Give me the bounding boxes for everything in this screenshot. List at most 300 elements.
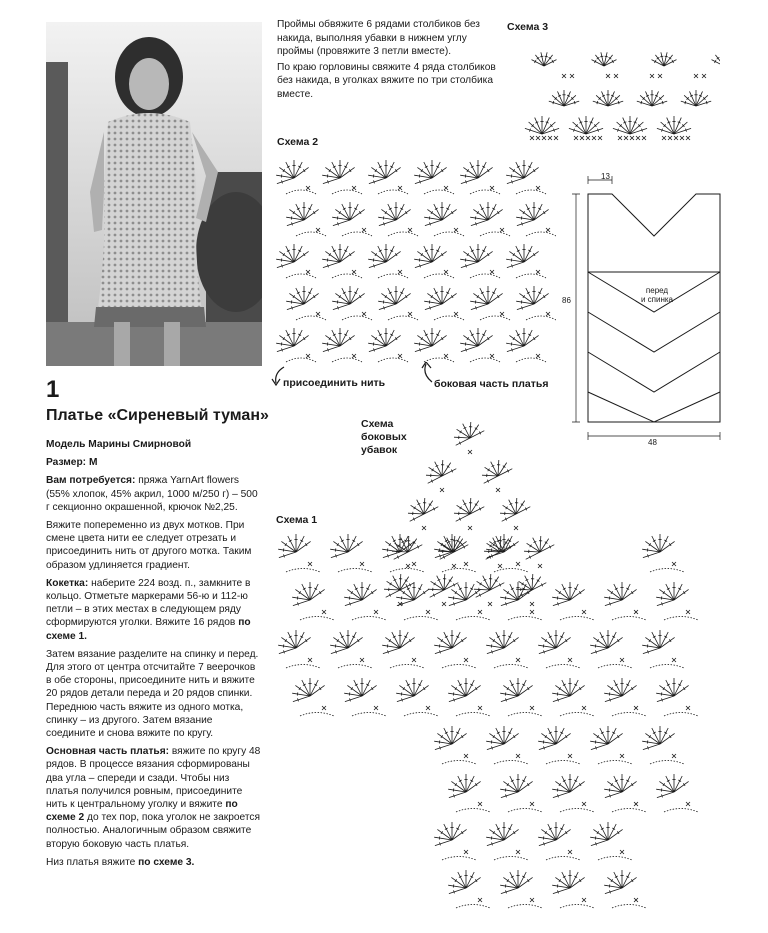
crochet-fan (500, 498, 530, 521)
crochet-fan (506, 160, 538, 184)
crochet-fan (322, 244, 354, 268)
chain-arc (516, 190, 546, 194)
chain-arc (342, 232, 372, 236)
single-crochet-mark (516, 658, 520, 662)
crochet-fan (276, 244, 308, 268)
chain-arc (378, 190, 408, 194)
single-crochet-mark (530, 136, 534, 140)
single-crochet-mark (308, 658, 312, 662)
single-crochet-mark (548, 136, 552, 140)
single-crochet-mark (680, 136, 684, 140)
crochet-fan (278, 630, 310, 654)
chain-arc (442, 569, 476, 573)
single-crochet-mark (398, 354, 402, 358)
crochet-fan (486, 630, 518, 654)
single-crochet-mark (374, 610, 378, 614)
single-crochet-mark (630, 136, 634, 140)
single-crochet-mark (306, 354, 310, 358)
crochet-fan (330, 534, 362, 558)
single-crochet-mark (694, 74, 698, 78)
size-line (46, 456, 262, 469)
single-crochet-mark (464, 754, 468, 758)
single-crochet-mark (316, 312, 320, 316)
single-crochet-mark (454, 228, 458, 232)
yoke-paragraph (46, 577, 262, 643)
size-label: Размер: (46, 457, 87, 469)
crochet-fan (642, 630, 674, 654)
chain-arc (546, 761, 580, 765)
pattern-label-1: перед (645, 286, 669, 295)
crochet-fan (604, 678, 636, 702)
crochet-fan (434, 726, 466, 750)
chain-arc (664, 809, 698, 813)
chain-arc (388, 316, 418, 320)
single-crochet-mark (536, 186, 540, 190)
crochet-fan (292, 678, 324, 702)
single-crochet-mark (562, 74, 566, 78)
main-label: Основная часть платья: (46, 746, 170, 758)
chain-arc (404, 617, 438, 621)
single-crochet-mark (444, 354, 448, 358)
crochet-fan (538, 822, 570, 846)
single-crochet-mark (672, 658, 676, 662)
single-crochet-mark (620, 850, 624, 854)
single-crochet-mark (546, 312, 550, 316)
chain-arc (508, 809, 542, 813)
single-crochet-mark (702, 74, 706, 78)
single-crochet-mark (586, 136, 590, 140)
crochet-fan (552, 582, 584, 606)
single-crochet-mark (672, 754, 676, 758)
scheme-3-label: Схема 3 (507, 21, 549, 33)
crochet-fan (652, 52, 677, 66)
chain-arc (546, 665, 580, 669)
crochet-fan (448, 678, 480, 702)
crochet-fan (613, 116, 647, 134)
chain-arc (664, 713, 698, 717)
single-crochet-mark (306, 270, 310, 274)
chain-arc (526, 232, 556, 236)
chain-arc (664, 617, 698, 621)
single-crochet-mark (642, 136, 646, 140)
chain-arc (470, 274, 500, 278)
crochet-fan (414, 244, 446, 268)
chain-arc (286, 358, 316, 362)
yoke-label: Кокетка: (46, 577, 89, 589)
chain-arc (650, 761, 684, 765)
single-crochet-mark (606, 74, 610, 78)
chain-arc (286, 274, 316, 278)
crochet-fan (292, 582, 324, 606)
single-crochet-mark (620, 658, 624, 662)
crochet-fan (332, 202, 364, 226)
dim-height-line (572, 194, 580, 422)
single-crochet-mark (568, 754, 572, 758)
side-dec-line-2: боковых (361, 431, 407, 443)
chain-arc (332, 358, 362, 362)
crochet-fan (368, 244, 400, 268)
yoke-text: наберите 224 возд. п., замкните в кольцо. Отметьте маркерами 56-ю и 112-ю петли – в этих местах в следующем ряду сформируются уголки. Вяжите 16 рядов (46, 577, 251, 629)
single-crochet-mark (636, 136, 640, 140)
chain-arc (424, 190, 454, 194)
single-crochet-mark (362, 228, 366, 232)
single-crochet-mark (634, 610, 638, 614)
side-part-arrow (420, 362, 438, 384)
chain-arc (296, 316, 326, 320)
single-crochet-mark (658, 74, 662, 78)
crochet-fan (552, 870, 584, 894)
single-crochet-mark (444, 186, 448, 190)
chain-arc (424, 274, 454, 278)
crochet-fan (344, 678, 376, 702)
single-crochet-mark (674, 136, 678, 140)
single-crochet-mark (440, 488, 444, 492)
crochet-fan (278, 534, 310, 558)
single-crochet-mark (306, 186, 310, 190)
chain-arc (560, 617, 594, 621)
chain-arc (332, 190, 362, 194)
crochet-fan (604, 582, 636, 606)
single-crochet-mark (634, 802, 638, 806)
crochet-fan (448, 774, 480, 798)
chain-arc (508, 713, 542, 717)
single-crochet-mark (374, 706, 378, 710)
model-title: Платье «Сиреневый туман» (46, 407, 269, 424)
alternate-paragraph: Вяжите попеременно из двух мотков. При смене цвета нити ее следует отрезать и присоединить нить от другого мотка. Таким образом удлиняется градиент. (46, 520, 252, 571)
crochet-fan (344, 582, 376, 606)
crochet-fan (454, 422, 484, 445)
single-crochet-mark (554, 136, 558, 140)
chain-arc (494, 665, 528, 669)
crochet-fan (396, 678, 428, 702)
crochet-fan (656, 582, 688, 606)
single-crochet-mark (500, 312, 504, 316)
single-crochet-mark (478, 898, 482, 902)
chain-arc (286, 569, 320, 573)
crochet-fan (424, 286, 456, 310)
chain-arc (650, 665, 684, 669)
crochet-fan (642, 726, 674, 750)
join-thread-arrow (270, 365, 290, 387)
side-dec-line-1: Схема (361, 418, 394, 430)
crochet-fan (590, 822, 622, 846)
crochet-fan (486, 726, 518, 750)
single-crochet-mark (672, 562, 676, 566)
model-photo-illustration (46, 22, 262, 366)
single-crochet-mark (322, 706, 326, 710)
bottom-ref: по схеме 3. (138, 856, 195, 868)
crochet-fan (637, 90, 667, 106)
chain-arc (352, 617, 386, 621)
single-crochet-mark (582, 898, 586, 902)
chain-arc (390, 569, 424, 573)
crochet-fan (322, 160, 354, 184)
dim-height: 86 (562, 296, 571, 305)
armholes-paragraph: Проймы обвяжите 6 рядами столбиков без накида, выполняя убавки в нижнем углу проймы (провяжите 3 петли вместе). (277, 19, 480, 58)
single-crochet-mark (536, 136, 540, 140)
single-crochet-mark (444, 270, 448, 274)
crochet-fan (460, 244, 492, 268)
crochet-fan (500, 678, 532, 702)
single-crochet-mark (516, 850, 520, 854)
scheme-2-label: Схема 2 (277, 136, 319, 148)
chain-arc (378, 274, 408, 278)
single-crochet-mark (490, 354, 494, 358)
single-crochet-mark (530, 802, 534, 806)
chain-arc (526, 316, 556, 320)
single-crochet-mark (408, 312, 412, 316)
crochet-fan (532, 52, 557, 66)
single-crochet-mark (582, 802, 586, 806)
single-crochet-mark (686, 136, 690, 140)
single-crochet-mark (360, 658, 364, 662)
chain-arc (456, 905, 490, 909)
crochet-fan (656, 678, 688, 702)
dim-top: 13 (601, 172, 610, 181)
crochet-fan (552, 774, 584, 798)
chain-arc (612, 905, 646, 909)
model-number: 1 (46, 376, 60, 403)
single-crochet-mark (618, 136, 622, 140)
single-crochet-mark (464, 850, 468, 854)
join-thread-label: присоединить нить (283, 377, 386, 389)
single-crochet-mark (686, 610, 690, 614)
crochet-fan (642, 534, 674, 558)
crochet-fan (276, 328, 308, 352)
crochet-fan (332, 286, 364, 310)
single-crochet-mark (686, 802, 690, 806)
chain-arc (508, 617, 542, 621)
single-crochet-mark (568, 850, 572, 854)
crochet-fan (460, 328, 492, 352)
single-crochet-mark (620, 754, 624, 758)
single-crochet-mark (362, 312, 366, 316)
chain-arc (456, 617, 490, 621)
single-crochet-mark (398, 270, 402, 274)
chain-arc (300, 617, 334, 621)
crochet-fan (286, 202, 318, 226)
single-crochet-mark (536, 354, 540, 358)
crochet-fan (569, 116, 603, 134)
crochet-fan (592, 52, 617, 66)
chain-arc (404, 713, 438, 717)
crochet-fan (590, 630, 622, 654)
single-crochet-mark (516, 562, 520, 566)
crochet-fan (408, 498, 438, 521)
main-text-2: до тех пор, пока уголок не закроется полностью. Аналогичным образом свяжите вторую боковую часть платья. (46, 812, 261, 850)
crochet-fan (378, 286, 410, 310)
chain-arc (388, 232, 418, 236)
single-crochet-mark (352, 270, 356, 274)
single-crochet-mark (454, 312, 458, 316)
single-crochet-mark (686, 706, 690, 710)
crochet-fan (500, 870, 532, 894)
crochet-fan (516, 286, 548, 310)
crochet-fan (486, 534, 518, 558)
chain-arc (494, 857, 528, 861)
neckline-paragraph: По краю горловины свяжите 4 ряда столбиков без накида, в уголках вяжите по три столбика вместе. (277, 61, 496, 100)
chain-arc (352, 713, 386, 717)
single-crochet-mark (536, 270, 540, 274)
crochet-fan (681, 90, 711, 106)
chain-arc (560, 905, 594, 909)
pattern-outline (588, 194, 720, 422)
author-line: Модель Марины Смирновой (46, 439, 192, 450)
chain-arc (612, 713, 646, 717)
chain-arc (286, 665, 320, 669)
single-crochet-mark (614, 74, 618, 78)
single-crochet-mark (426, 706, 430, 710)
main-paragraph (46, 745, 262, 851)
single-crochet-mark (316, 228, 320, 232)
crochet-fan (424, 202, 456, 226)
crochet-fan (414, 160, 446, 184)
chain-arc (516, 358, 546, 362)
single-crochet-mark (478, 706, 482, 710)
single-crochet-mark (500, 228, 504, 232)
crochet-fan (712, 52, 721, 66)
single-crochet-mark (352, 186, 356, 190)
pattern-schematic (568, 164, 764, 454)
chain-arc (434, 232, 464, 236)
chain-arc (378, 358, 408, 362)
main-ref: по схеме 2 (46, 799, 238, 824)
crochet-fan (426, 460, 456, 483)
pattern-line-2 (588, 312, 720, 352)
chain-arc (342, 316, 372, 320)
materials-label: Вам потребуется: (46, 475, 136, 487)
single-crochet-mark (412, 562, 416, 566)
chain-arc (516, 274, 546, 278)
chain-arc (332, 274, 362, 278)
crochet-fan (470, 202, 502, 226)
single-crochet-mark (464, 658, 468, 662)
single-crochet-mark (570, 74, 574, 78)
crochet-fan (604, 774, 636, 798)
chain-arc (442, 761, 476, 765)
scheme-1-label: Схема 1 (276, 514, 318, 526)
single-crochet-mark (650, 74, 654, 78)
single-crochet-mark (468, 450, 472, 454)
crochet-fan (368, 160, 400, 184)
chain-arc (546, 857, 580, 861)
crochet-fan (322, 328, 354, 352)
scheme-2-chart (272, 150, 556, 376)
single-crochet-mark (308, 562, 312, 566)
materials-text: пряжа YarnArt flowers (55% хлопок, 45% акрил, 1000 м/250 г) – 500 г секционно окрашенной, крючок №2,25. (46, 475, 258, 513)
crochet-fan (460, 160, 492, 184)
chain-arc (456, 809, 490, 813)
chain-arc (560, 809, 594, 813)
single-crochet-mark (426, 610, 430, 614)
crochet-fan (470, 286, 502, 310)
single-crochet-mark (490, 270, 494, 274)
crochet-fan (286, 286, 318, 310)
crochet-fan (604, 870, 636, 894)
chain-arc (456, 713, 490, 717)
single-crochet-mark (568, 658, 572, 662)
crochet-fan (448, 870, 480, 894)
single-crochet-mark (496, 488, 500, 492)
single-crochet-mark (352, 354, 356, 358)
crochet-fan (276, 160, 308, 184)
single-crochet-mark (624, 136, 628, 140)
single-crochet-mark (412, 658, 416, 662)
single-crochet-mark (574, 136, 578, 140)
crochet-fan (434, 822, 466, 846)
crochet-fan (538, 726, 570, 750)
pattern-line-4 (588, 392, 720, 422)
single-crochet-mark (322, 610, 326, 614)
crochet-fan (396, 582, 428, 606)
chain-arc (286, 190, 316, 194)
single-crochet-mark (516, 754, 520, 758)
chain-arc (650, 569, 684, 573)
crochet-fan (552, 678, 584, 702)
chain-arc (480, 232, 510, 236)
chain-arc (598, 857, 632, 861)
chain-arc (508, 905, 542, 909)
crochet-fan (525, 116, 559, 134)
pattern-yoke (588, 194, 720, 272)
scheme-1-chart (274, 522, 704, 927)
crochet-fan (482, 460, 512, 483)
chain-arc (598, 665, 632, 669)
single-crochet-mark (668, 136, 672, 140)
crochet-fan (506, 328, 538, 352)
chain-arc (296, 232, 326, 236)
pattern-label-2: и спинка (640, 295, 674, 304)
materials-paragraph (46, 474, 262, 514)
crochet-fan (538, 630, 570, 654)
yoke-ref: по схеме 1. (46, 617, 251, 642)
chain-arc (442, 665, 476, 669)
crochet-fan (330, 630, 362, 654)
chain-arc (470, 358, 500, 362)
bottom-paragraph (46, 856, 262, 869)
bottom-text: Низ платья вяжите (46, 856, 136, 868)
single-crochet-mark (542, 136, 546, 140)
single-crochet-mark (408, 228, 412, 232)
crochet-fan (506, 244, 538, 268)
single-crochet-mark (634, 898, 638, 902)
crochet-fan (486, 822, 518, 846)
crochet-fan (448, 582, 480, 606)
single-crochet-mark (662, 136, 666, 140)
chain-arc (598, 761, 632, 765)
chain-arc (480, 316, 510, 320)
crochet-fan (590, 726, 622, 750)
chain-arc (560, 713, 594, 717)
single-crochet-mark (592, 136, 596, 140)
pattern-piece-label (637, 286, 677, 304)
side-dec-line-3: убавок (361, 444, 398, 456)
single-crochet-mark (478, 610, 482, 614)
crochet-fan (368, 328, 400, 352)
chain-arc (612, 809, 646, 813)
crochet-fan (434, 630, 466, 654)
chain-arc (470, 190, 500, 194)
crochet-fan (516, 202, 548, 226)
crochet-fan (454, 498, 484, 521)
finishing-instructions (277, 18, 505, 104)
crochet-fan (500, 582, 532, 606)
single-crochet-mark (530, 706, 534, 710)
dim-width: 48 (648, 438, 657, 447)
single-crochet-mark (490, 186, 494, 190)
single-crochet-mark (530, 610, 534, 614)
chain-arc (494, 569, 528, 573)
